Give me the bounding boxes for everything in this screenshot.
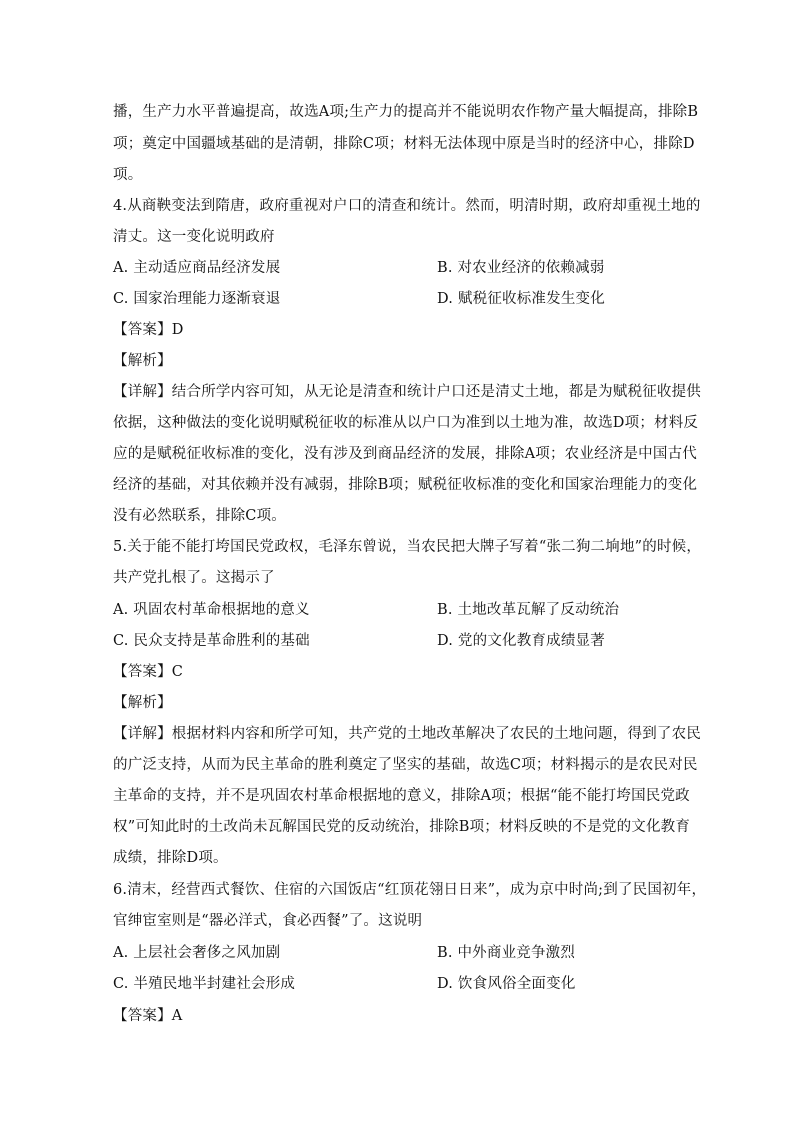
question-6-option-a: A. 上层社会奢侈之风加剧 [113,945,281,961]
question-6-option-b: B. 中外商业竞争激烈 [437,945,576,961]
question-4-answer: 【答案】D [113,322,184,338]
question-5-detail: 【详解】根据材料内容和所学可知，共产党的土地改革解决了农民的土地问题，得到了农民 [113,726,701,742]
question-4-detail: 依据，这种做法的变化说明赋税征收的标准从以户口为准到以土地为准，故选D项；材料反 [113,415,699,431]
question-4-stem: 清丈。这一变化说明政府 [113,229,275,245]
question-4-detail: 经济的基础，对其依赖并没有减弱，排除B项；赋税征收标准的变化和国家治理能力的变化 [113,477,698,493]
question-4-detail: 没有必然联系，排除C项。 [113,508,286,524]
question-5-detail: 成绩，排除D项。 [113,850,228,866]
question-6-stem: 官绅宦室则是“器必洋式，食必西餐”了。这说明 [113,913,423,929]
question-6-option-c: C. 半殖民地半封建社会形成 [113,976,296,992]
question-5-option-a: A. 巩固农村革命根据地的意义 [113,602,310,618]
question-4-option-c: C. 国家治理能力逐渐衰退 [113,291,281,307]
question-5-detail: 的广泛支持，从而为民主革命的胜利奠定了坚实的基础，故选C项；材料揭示的是农民对民 [113,757,698,773]
question-5-analysis-label: 【解析】 [113,695,172,711]
question-5-detail: 主革命的支持，并不是巩固农村革命根据地的意义，排除A项；根据“能不能打垮国民党政 [113,788,690,804]
question-6-stem: 6.清末，经营西式餐饮、住宿的六国饭店“红顶花翎日日来”，成为京中时尚;到了民国初年， [113,882,707,898]
question-5-answer: 【答案】C [113,664,184,680]
intro-line: 播，生产力水平普遍提高，故选A项;生产力的提高并不能说明农作物产量大幅提高，排除B [113,104,699,120]
question-5-stem: 共产党扎根了。这揭示了 [113,570,275,586]
question-5-detail: 权”可知此时的土改尚未瓦解国民党的反动统治，排除B项；材料反映的不是党的文化教育 [113,819,691,835]
question-5-option-d: D. 党的文化教育成绩显著 [437,633,605,649]
question-4-option-b: B. 对农业经济的依赖减弱 [437,260,605,276]
question-4-option-d: D. 赋税征收标准发生变化 [437,291,605,307]
question-6-answer: 【答案】A [113,1008,183,1024]
question-6-option-d: D. 饮食风俗全面变化 [437,976,576,992]
intro-line: 项。 [113,167,143,183]
question-5-option-c: C. 民众支持是革命胜利的基础 [113,633,310,649]
question-4-option-a: A. 主动适应商品经济发展 [113,260,281,276]
question-4-detail: 【详解】结合所学内容可知，从无论是清查和统计户口还是清丈土地，都是为赋税征收提供 [113,384,701,400]
question-4-detail: 应的是赋税征收标准的变化，没有涉及到商品经济的发展，排除A项；农业经济是中国古代 [113,446,697,462]
question-5-option-b: B. 土地改革瓦解了反动统治 [437,602,620,618]
question-4-stem: 4.从商鞅变法到隋唐，政府重视对户口的清查和统计。然而，明清时期，政府却重视土地的 [113,198,701,214]
question-5-stem: 5.关于能不能打垮国民党政权，毛泽东曾说，当农民把大牌子写着“张二狗二垧地”的时候， [113,539,702,555]
question-4-analysis-label: 【解析】 [113,353,172,369]
intro-line: 项；奠定中国疆域基础的是清朝，排除C项；材料无法体现中原是当时的经济中心，排除D [113,136,695,152]
